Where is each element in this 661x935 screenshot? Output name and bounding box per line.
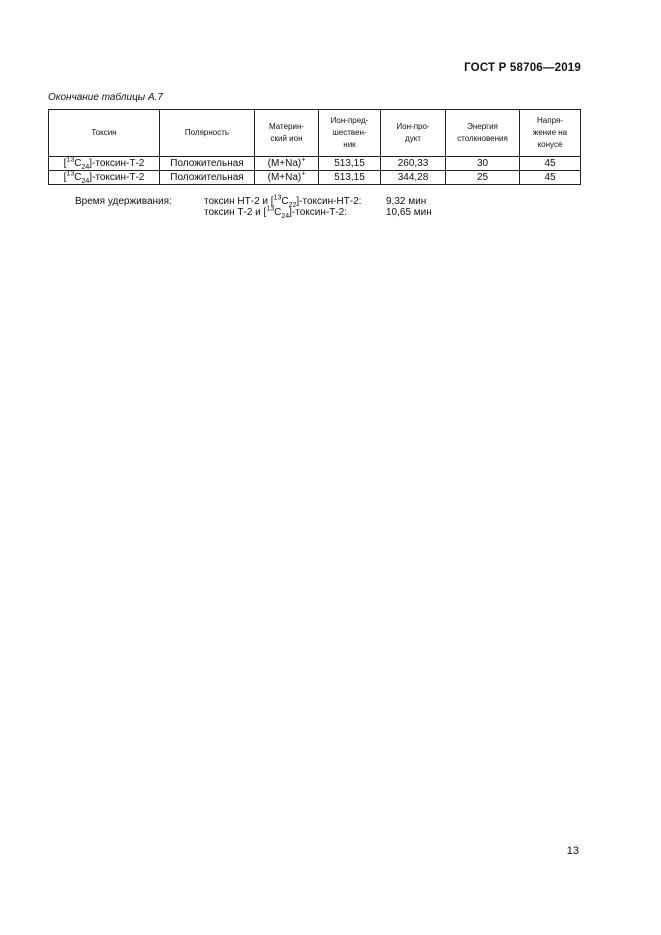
retention-row: токсин НТ-2 и $[^{13}C_{22}]-токсин-НТ-2$: 9,32 мин <box>204 194 427 209</box>
cell-product-ion: 260,33 <box>381 157 446 171</box>
table-row <box>49 157 581 171</box>
standard-designation: ГОСТ Р 58706—2019 <box>464 62 581 74</box>
col-header-toxin: Токсин <box>49 110 160 157</box>
cell-precursor-ion: 513,15 <box>319 157 381 171</box>
cell-collision-energy: 30 <box>446 157 520 171</box>
retention-row: токсин Т-2 и $[^{13}C_{24}]-токсин-Т-2$: 10,65 мин <box>204 205 432 220</box>
cell-polarity: Положительная <box>160 171 255 185</box>
cell-collision-energy: 25 <box>446 171 520 185</box>
cell-parent-ion: (M+Na)+ <box>255 171 319 185</box>
cell-polarity: Положительная <box>160 157 255 171</box>
col-header-collision-energy: Энергия столкновения <box>446 110 520 157</box>
table-caption: Окончание таблицы А.7 <box>48 92 163 103</box>
retention-label: Время удерживания: <box>75 196 172 207</box>
page-number: 13 <box>566 845 579 857</box>
col-header-parent-ion: Материн- ский ион <box>255 110 319 157</box>
cell-toxin: $[^{13}C_{24}]-токсин-Т-2$ <box>49 171 160 185</box>
table-header-row <box>49 110 581 157</box>
col-header-product-ion: Ион-про- дукт <box>381 110 446 157</box>
cell-cone-voltage: 45 <box>520 171 581 185</box>
cell-precursor-ion: 513,15 <box>319 171 381 185</box>
cell-toxin: $[^{13}C_{24}]-токсин-Т-2$ <box>49 157 160 171</box>
retention-time-value: 10,65 мин <box>386 207 432 218</box>
cell-cone-voltage: 45 <box>520 157 581 171</box>
cell-product-ion: 344,28 <box>381 171 446 185</box>
retention-time-value: 9,32 мин <box>386 196 427 207</box>
col-header-cone-voltage: Напря- жение на конусе <box>520 110 581 157</box>
col-header-precursor-ion: Ион-пред- шествен- ник <box>319 110 381 157</box>
table-row <box>49 171 581 185</box>
cell-parent-ion: (M+Na)+ <box>255 157 319 171</box>
transitions-table <box>48 109 581 185</box>
col-header-polarity: Полярность <box>160 110 255 157</box>
